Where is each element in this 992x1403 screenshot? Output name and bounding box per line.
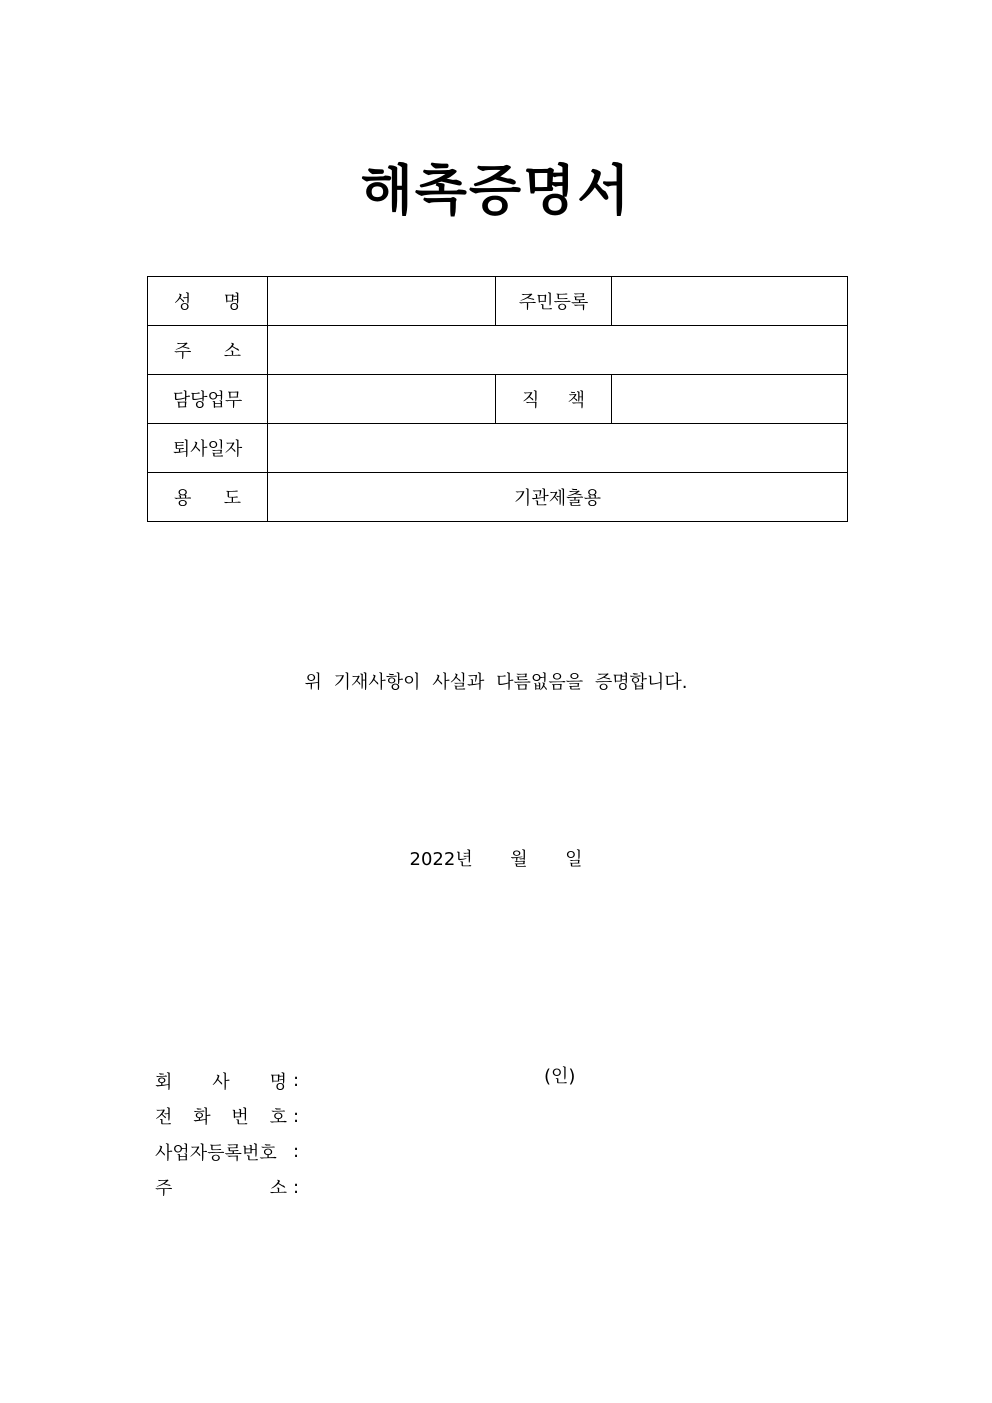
company-phone-char-4: 호 xyxy=(269,1107,287,1129)
company-bizno-label xyxy=(155,1139,287,1165)
company-address-row xyxy=(155,1170,309,1206)
colon: : xyxy=(293,1105,300,1127)
purpose-label-char-1: 용 xyxy=(174,488,192,509)
company-phone-row xyxy=(155,1099,309,1135)
info-table xyxy=(147,276,848,522)
table-row-address xyxy=(148,326,848,375)
company-bizno-row xyxy=(155,1134,309,1170)
address-label-cell xyxy=(148,326,268,375)
position-value-cell[interactable] xyxy=(612,375,848,424)
name-label-char-1: 성 xyxy=(174,292,192,313)
address-label-char-1: 주 xyxy=(174,341,192,362)
purpose-value-cell: 기관제출용 xyxy=(268,473,848,522)
company-phone-char-1: 전 xyxy=(155,1107,173,1129)
company-name-row xyxy=(155,1063,309,1099)
colon: : xyxy=(293,1176,300,1198)
document-title: 해촉증명서 xyxy=(360,158,632,222)
rrn-value-cell[interactable] xyxy=(612,277,848,326)
seal-mark: (인) xyxy=(544,1066,576,1087)
rrn-label-cell: 주민등록 xyxy=(496,277,612,326)
table-row-purpose xyxy=(148,473,848,522)
name-label-char-2: 명 xyxy=(223,292,241,313)
leave-date-label-cell: 퇴사일자 xyxy=(148,424,268,473)
date-day: 일 xyxy=(565,849,583,870)
purpose-label-cell xyxy=(148,473,268,522)
leave-date-value-cell[interactable] xyxy=(268,424,848,473)
date-month: 월 xyxy=(510,849,528,870)
colon: : xyxy=(293,1070,300,1092)
colon: : xyxy=(293,1141,300,1163)
duty-value-cell[interactable] xyxy=(268,375,496,424)
position-label-char-2: 책 xyxy=(567,390,585,411)
company-address-char-1: 주 xyxy=(155,1178,173,1200)
company-name-char-2: 사 xyxy=(212,1071,230,1093)
duty-label-cell: 담당업무 xyxy=(148,375,268,424)
company-phone-char-3: 번 xyxy=(231,1107,249,1129)
company-phone-char-2: 화 xyxy=(193,1107,211,1129)
issue-date xyxy=(0,845,992,871)
company-name-char-3: 명 xyxy=(269,1071,287,1093)
company-address-char-2: 소 xyxy=(269,1178,287,1200)
date-year: 2022년 xyxy=(409,849,473,870)
table-row-leave-date xyxy=(148,424,848,473)
purpose-label-char-2: 도 xyxy=(223,488,241,509)
company-info xyxy=(155,1063,309,1205)
position-label-char-1: 직 xyxy=(522,390,540,411)
company-bizno-text: 사업자등록번호 xyxy=(155,1142,277,1164)
certification-statement: 위 기재사항이 사실과 다름없음을 증명합니다. xyxy=(304,672,688,693)
company-name-char-1: 회 xyxy=(155,1071,173,1093)
company-address-label xyxy=(155,1174,287,1200)
table-row-name xyxy=(148,277,848,326)
address-label-char-2: 소 xyxy=(223,341,241,362)
company-phone-label xyxy=(155,1103,287,1129)
name-value-cell[interactable] xyxy=(268,277,496,326)
table-row-duty xyxy=(148,375,848,424)
address-value-cell[interactable] xyxy=(268,326,848,375)
position-label-cell xyxy=(496,375,612,424)
name-label-cell xyxy=(148,277,268,326)
company-name-label xyxy=(155,1068,287,1094)
